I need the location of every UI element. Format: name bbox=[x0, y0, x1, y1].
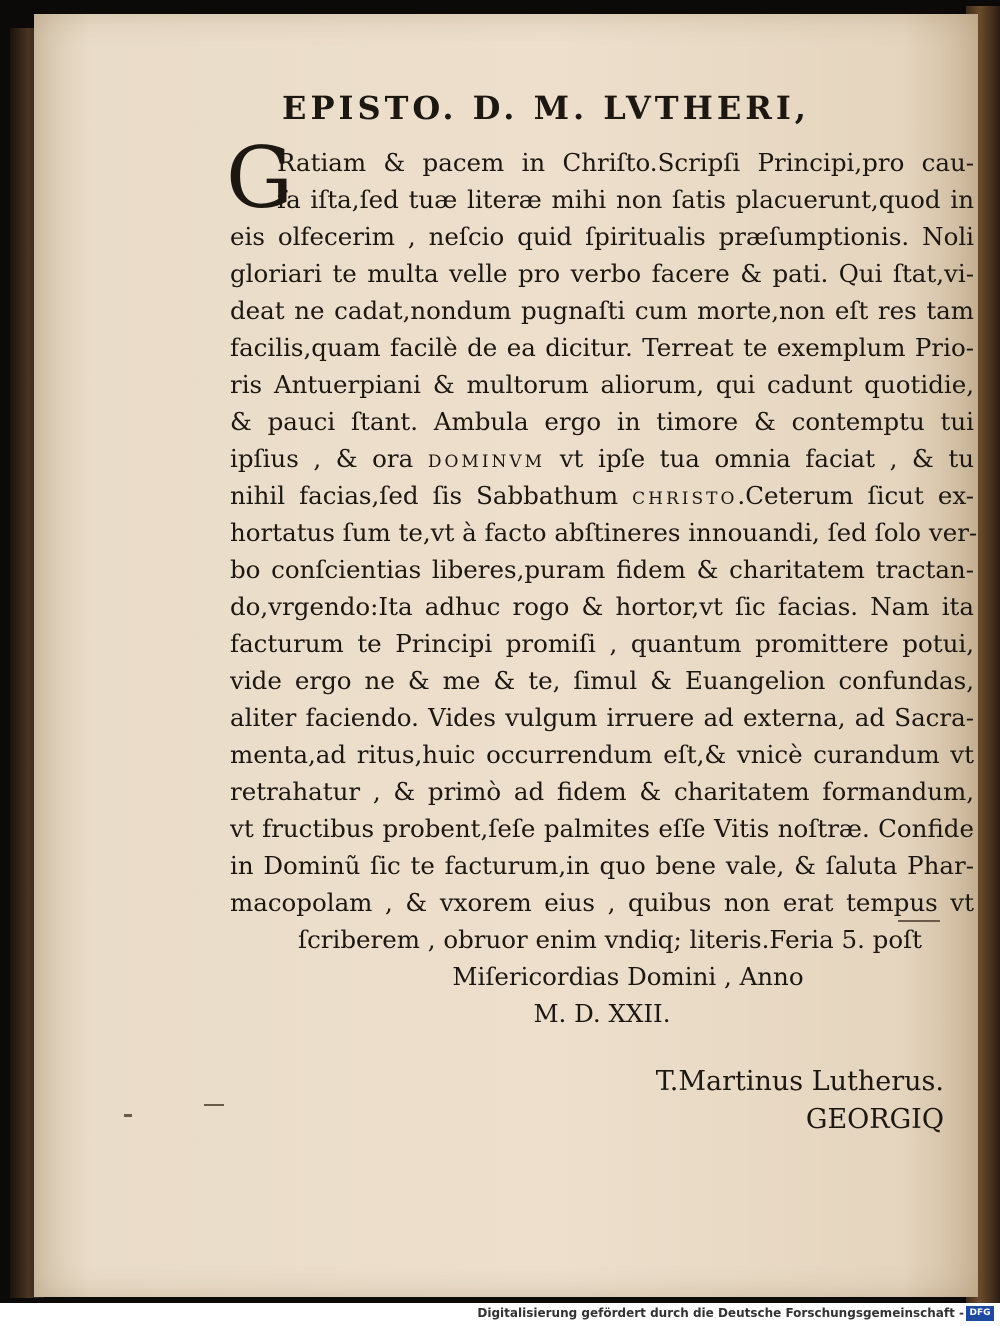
running-head: EPISTO. D. M. LVTHERI, bbox=[282, 89, 810, 127]
text-segment: facturum te Principi promiſi , quantum promittere potui, bbox=[230, 629, 974, 658]
text-segment: in Dominũ ſic te facturum,in quo bene vale, & ſaluta Phar- bbox=[230, 851, 974, 880]
digitization-credit: Digitalisierung gefördert durch die Deutsche Forschungsgemeinschaft - bbox=[477, 1306, 964, 1320]
text-segment: bo conſcientias liberes,puram fidem & charitatem tractan- bbox=[230, 555, 974, 584]
text-segment: macopolam , & vxorem eius , quibus non erat tempus vt bbox=[230, 888, 974, 917]
text-segment: ipſius , & ora bbox=[230, 444, 428, 473]
text-line bbox=[230, 259, 974, 289]
text-line bbox=[230, 777, 974, 807]
text-segment: eis olfecerim , neſcio quid ſpiritualis præſumptionis. Noli bbox=[230, 222, 974, 251]
text-segment: nihil facias,ſed ſis Sabbathum bbox=[230, 481, 633, 510]
text-segment: vide ergo ne & me & te, ſimul & Euangelion confundas, bbox=[230, 666, 974, 695]
text-line bbox=[230, 851, 974, 881]
text-line bbox=[230, 629, 974, 659]
text-segment: facilis,quam facilè de ea dicitur. Terreat te exemplum Prio- bbox=[230, 333, 974, 362]
text-line bbox=[298, 925, 938, 955]
drop-cap: G bbox=[226, 129, 294, 227]
text-segment: .Ceterum ſicut ex- bbox=[737, 481, 974, 510]
text-segment: menta,ad ritus,huic occurrendum eſt,& vnicè curandum vt bbox=[230, 740, 974, 769]
text-line bbox=[230, 703, 974, 733]
text-line bbox=[230, 407, 974, 437]
dfg-logo: DFG bbox=[966, 1306, 994, 1321]
text-line bbox=[230, 333, 974, 363]
text-line bbox=[230, 444, 974, 477]
text-line bbox=[230, 592, 974, 622]
text-segment: vt ipſe tua omnia faciat , & tu bbox=[545, 444, 974, 473]
text-segment: ſa iſta,ſed tuæ literæ mihi non ſatis placuerunt,quod in bbox=[277, 185, 974, 214]
text-line bbox=[230, 555, 974, 585]
signature: T.Martinus Lutherus. bbox=[655, 1066, 944, 1097]
date-line: M. D. XXII. bbox=[533, 999, 671, 1028]
page-mark bbox=[124, 1114, 132, 1117]
text-segment: vt fructibus probent,ſeſe palmites eſſe Vitis noſtræ. Confide bbox=[230, 814, 974, 843]
text-segment: gloriari te multa velle pro verbo facere & pati. Qui ſtat,vi- bbox=[230, 259, 974, 288]
text-line bbox=[230, 296, 974, 326]
text-line bbox=[230, 666, 974, 696]
text-segment: retrahatur , & primò ad fidem & charitatem formandum, bbox=[230, 777, 974, 806]
page-mark bbox=[204, 1104, 224, 1106]
small-caps-word: DOMINVM bbox=[427, 452, 546, 472]
text-segment: do,vrgendo:Ita adhuc rogo & hortor,vt ſic facias. Nam ita bbox=[230, 592, 974, 621]
small-caps-word: CHRISTO bbox=[632, 489, 738, 509]
closing-line: Miſericordias Domini , Anno bbox=[452, 962, 804, 991]
text-line bbox=[277, 185, 974, 215]
text-segment: hortatus ſum te,vt à facto abſtineres innouandi, ſed ſolo ver- bbox=[230, 518, 978, 547]
text-segment: aliter faciendo. Vides vulgum irruere ad externa, ad Sacra- bbox=[230, 703, 974, 732]
book-page bbox=[34, 14, 978, 1297]
text-line bbox=[230, 518, 978, 548]
text-segment: ſcriberem , obruor enim vndiq; literis.Feria 5. poſt bbox=[298, 925, 923, 954]
text-segment: Ratiam & pacem in Chriſto.Scripſi Principi,pro cau- bbox=[277, 148, 974, 177]
text-line bbox=[230, 370, 974, 400]
text-line bbox=[277, 148, 974, 178]
text-line bbox=[230, 740, 974, 770]
catchword: GEORGIQ bbox=[805, 1104, 944, 1135]
text-segment: deat ne cadat,nondum pugnaſti cum morte,non eſt res tam bbox=[230, 296, 974, 325]
text-segment: & pauci ſtant. Ambula ergo in timore & contemptu tui bbox=[230, 407, 974, 436]
text-segment: ris Antuerpiani & multorum aliorum, qui cadunt quotidie, bbox=[230, 370, 974, 399]
margin-flourish bbox=[898, 920, 940, 922]
text-line bbox=[230, 888, 974, 918]
text-line bbox=[230, 481, 974, 514]
text-line bbox=[230, 814, 974, 844]
text-line bbox=[230, 222, 974, 252]
